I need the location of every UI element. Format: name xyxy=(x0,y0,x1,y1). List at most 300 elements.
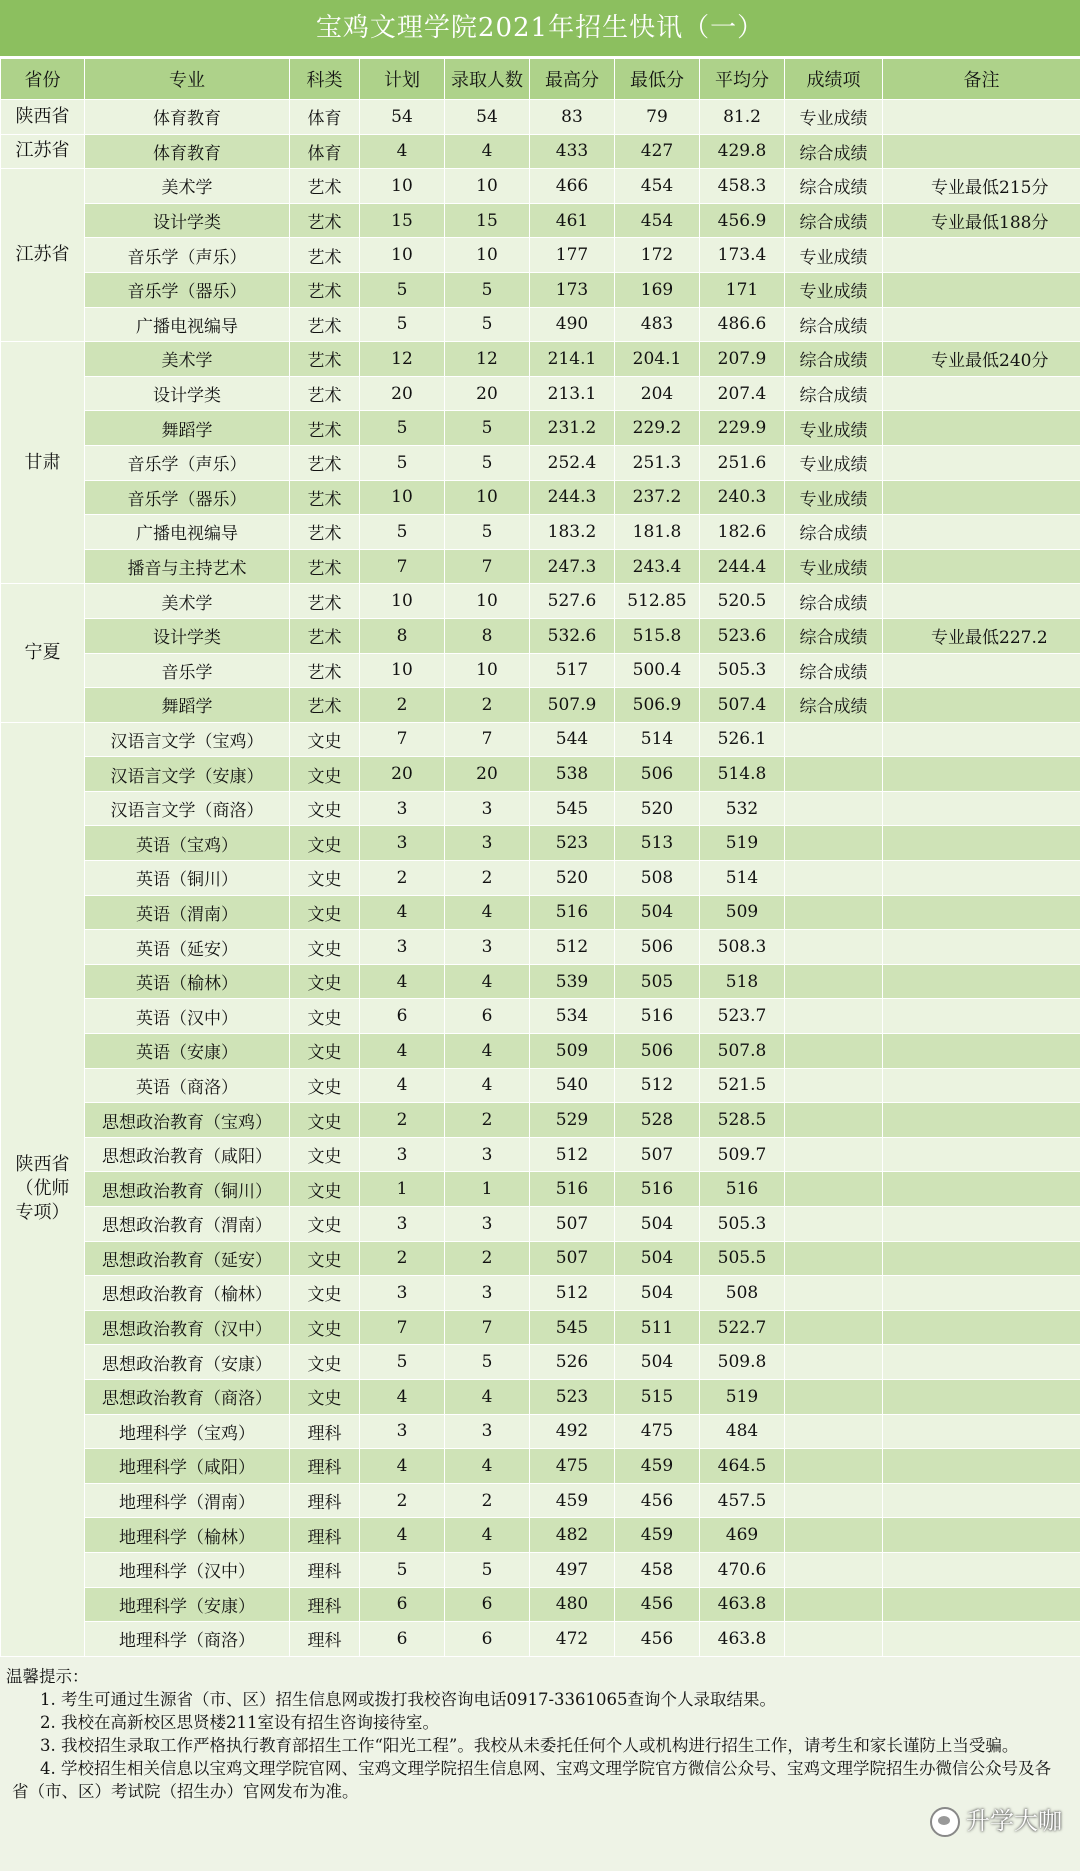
category-cell: 艺术 xyxy=(290,169,360,204)
min-score-cell: 204 xyxy=(615,376,700,411)
plan-cell: 7 xyxy=(360,722,445,757)
plan-cell: 5 xyxy=(360,515,445,550)
major-cell: 思想政治教育（铜川） xyxy=(85,1172,290,1207)
major-cell: 英语（铜川） xyxy=(85,861,290,896)
note-cell xyxy=(883,272,1080,307)
table-row xyxy=(1,1379,1080,1414)
min-score-cell: 458 xyxy=(615,1552,700,1587)
max-score-cell: 472 xyxy=(530,1622,615,1657)
min-score-cell: 507 xyxy=(615,1137,700,1172)
major-cell: 美术学 xyxy=(85,342,290,377)
admitted-cell: 5 xyxy=(445,515,530,550)
plan-cell: 3 xyxy=(360,1414,445,1449)
avg-score-cell: 508 xyxy=(700,1276,785,1311)
max-score-cell: 231.2 xyxy=(530,411,615,446)
max-score-cell: 497 xyxy=(530,1552,615,1587)
max-score-cell: 517 xyxy=(530,653,615,688)
plan-cell: 6 xyxy=(360,999,445,1034)
avg-score-cell: 463.8 xyxy=(700,1622,785,1657)
min-score-cell: 172 xyxy=(615,238,700,273)
note-cell xyxy=(883,1552,1080,1587)
plan-cell: 10 xyxy=(360,653,445,688)
category-cell: 文史 xyxy=(290,1034,360,1069)
category-cell: 艺术 xyxy=(290,411,360,446)
avg-score-cell: 240.3 xyxy=(700,480,785,515)
max-score-cell: 482 xyxy=(530,1518,615,1553)
major-cell: 英语（安康） xyxy=(85,1034,290,1069)
note-cell: 专业最低227.2 xyxy=(883,618,1080,653)
note-cell xyxy=(883,1068,1080,1103)
max-score-cell: 480 xyxy=(530,1587,615,1622)
avg-score-cell: 469 xyxy=(700,1518,785,1553)
table-row xyxy=(1,722,1080,757)
table-row xyxy=(1,100,1080,135)
major-cell: 思想政治教育（安康） xyxy=(85,1345,290,1380)
category-cell: 文史 xyxy=(290,722,360,757)
major-cell: 地理科学（咸阳） xyxy=(85,1449,290,1484)
note-cell: 专业最低215分 xyxy=(883,169,1080,204)
max-score-cell: 244.3 xyxy=(530,480,615,515)
category-cell: 理科 xyxy=(290,1414,360,1449)
header-min-score: 最低分 xyxy=(615,59,700,100)
admitted-cell: 3 xyxy=(445,1137,530,1172)
score-type-cell xyxy=(785,1587,883,1622)
note-cell xyxy=(883,1137,1080,1172)
admitted-cell: 54 xyxy=(445,100,530,135)
table-header-row xyxy=(1,59,1080,100)
major-cell: 美术学 xyxy=(85,584,290,619)
category-cell: 文史 xyxy=(290,861,360,896)
category-cell: 文史 xyxy=(290,1207,360,1242)
note-cell xyxy=(883,1449,1080,1484)
category-cell: 文史 xyxy=(290,1137,360,1172)
footer-notice xyxy=(0,1657,1080,1871)
note-cell xyxy=(883,999,1080,1034)
plan-cell: 5 xyxy=(360,307,445,342)
avg-score-cell: 229.9 xyxy=(700,411,785,446)
table-row xyxy=(1,307,1080,342)
avg-score-cell: 505.3 xyxy=(700,653,785,688)
score-type-cell xyxy=(785,1345,883,1380)
major-cell: 音乐学 xyxy=(85,653,290,688)
note-cell xyxy=(883,1518,1080,1553)
note-cell xyxy=(883,826,1080,861)
table-row xyxy=(1,238,1080,273)
category-cell: 文史 xyxy=(290,1241,360,1276)
max-score-cell: 523 xyxy=(530,826,615,861)
table-row xyxy=(1,791,1080,826)
note-cell xyxy=(883,1034,1080,1069)
major-cell: 英语（榆林） xyxy=(85,964,290,999)
score-type-cell xyxy=(785,1034,883,1069)
note-cell xyxy=(883,653,1080,688)
plan-cell: 10 xyxy=(360,169,445,204)
admitted-cell: 10 xyxy=(445,169,530,204)
min-score-cell: 511 xyxy=(615,1310,700,1345)
admitted-cell: 4 xyxy=(445,895,530,930)
admitted-cell: 5 xyxy=(445,272,530,307)
major-cell: 地理科学（宝鸡） xyxy=(85,1414,290,1449)
admitted-cell: 2 xyxy=(445,688,530,723)
avg-score-cell: 429.8 xyxy=(700,134,785,169)
note-cell xyxy=(883,1414,1080,1449)
avg-score-cell: 522.7 xyxy=(700,1310,785,1345)
category-cell: 艺术 xyxy=(290,653,360,688)
table-row xyxy=(1,1483,1080,1518)
plan-cell: 15 xyxy=(360,203,445,238)
avg-score-cell: 519 xyxy=(700,1379,785,1414)
score-type-cell: 专业成绩 xyxy=(785,480,883,515)
table-row xyxy=(1,169,1080,204)
max-score-cell: 466 xyxy=(530,169,615,204)
note-cell xyxy=(883,1622,1080,1657)
avg-score-cell: 457.5 xyxy=(700,1483,785,1518)
max-score-cell: 538 xyxy=(530,757,615,792)
score-type-cell: 专业成绩 xyxy=(785,272,883,307)
major-cell: 设计学类 xyxy=(85,203,290,238)
score-type-cell xyxy=(785,930,883,965)
max-score-cell: 507.9 xyxy=(530,688,615,723)
min-score-cell: 508 xyxy=(615,861,700,896)
major-cell: 思想政治教育（宝鸡） xyxy=(85,1103,290,1138)
header-avg-score: 平均分 xyxy=(700,59,785,100)
major-cell: 英语（宝鸡） xyxy=(85,826,290,861)
header-major: 专业 xyxy=(85,59,290,100)
plan-cell: 10 xyxy=(360,584,445,619)
avg-score-cell: 521.5 xyxy=(700,1068,785,1103)
table-row xyxy=(1,272,1080,307)
score-type-cell: 综合成绩 xyxy=(785,688,883,723)
avg-score-cell: 484 xyxy=(700,1414,785,1449)
plan-cell: 12 xyxy=(360,342,445,377)
score-type-cell xyxy=(785,1241,883,1276)
max-score-cell: 213.1 xyxy=(530,376,615,411)
max-score-cell: 509 xyxy=(530,1034,615,1069)
min-score-cell: 504 xyxy=(615,1276,700,1311)
plan-cell: 2 xyxy=(360,861,445,896)
score-type-cell xyxy=(785,1276,883,1311)
watermark xyxy=(930,1807,1062,1837)
note-cell xyxy=(883,307,1080,342)
table-row xyxy=(1,1552,1080,1587)
avg-score-cell: 516 xyxy=(700,1172,785,1207)
admitted-cell: 4 xyxy=(445,1068,530,1103)
plan-cell: 2 xyxy=(360,1483,445,1518)
plan-cell: 5 xyxy=(360,1552,445,1587)
admitted-cell: 3 xyxy=(445,826,530,861)
admitted-cell: 3 xyxy=(445,791,530,826)
header-category: 科类 xyxy=(290,59,360,100)
min-score-cell: 515 xyxy=(615,1379,700,1414)
score-type-cell: 专业成绩 xyxy=(785,238,883,273)
score-type-cell xyxy=(785,1172,883,1207)
avg-score-cell: 463.8 xyxy=(700,1587,785,1622)
category-cell: 艺术 xyxy=(290,688,360,723)
note-cell xyxy=(883,688,1080,723)
score-type-cell xyxy=(785,757,883,792)
table-row xyxy=(1,1068,1080,1103)
note-cell: 专业最低188分 xyxy=(883,203,1080,238)
min-score-cell: 506.9 xyxy=(615,688,700,723)
score-type-cell xyxy=(785,1622,883,1657)
max-score-cell: 545 xyxy=(530,791,615,826)
min-score-cell: 475 xyxy=(615,1414,700,1449)
min-score-cell: 456 xyxy=(615,1622,700,1657)
plan-cell: 20 xyxy=(360,757,445,792)
admitted-cell: 10 xyxy=(445,480,530,515)
avg-score-cell: 171 xyxy=(700,272,785,307)
category-cell: 艺术 xyxy=(290,307,360,342)
category-cell: 文史 xyxy=(290,1068,360,1103)
major-cell: 英语（商洛） xyxy=(85,1068,290,1103)
category-cell: 艺术 xyxy=(290,480,360,515)
table-body xyxy=(1,100,1080,1657)
plan-cell: 4 xyxy=(360,1034,445,1069)
min-score-cell: 506 xyxy=(615,1034,700,1069)
province-cell: 宁夏 xyxy=(1,584,85,722)
plan-cell: 54 xyxy=(360,100,445,135)
admitted-cell: 3 xyxy=(445,1414,530,1449)
category-cell: 艺术 xyxy=(290,584,360,619)
plan-cell: 5 xyxy=(360,1345,445,1380)
category-cell: 体育 xyxy=(290,134,360,169)
plan-cell: 4 xyxy=(360,134,445,169)
table-row xyxy=(1,1276,1080,1311)
wechat-icon xyxy=(930,1807,960,1837)
category-cell: 文史 xyxy=(290,757,360,792)
table-row xyxy=(1,480,1080,515)
score-type-cell xyxy=(785,861,883,896)
avg-score-cell: 207.4 xyxy=(700,376,785,411)
watermark-text: 升学大咖 xyxy=(966,1810,1062,1833)
avg-score-cell: 456.9 xyxy=(700,203,785,238)
min-score-cell: 504 xyxy=(615,1345,700,1380)
max-score-cell: 475 xyxy=(530,1449,615,1484)
table-row xyxy=(1,930,1080,965)
note-cell xyxy=(883,1241,1080,1276)
max-score-cell: 516 xyxy=(530,895,615,930)
score-type-cell xyxy=(785,1103,883,1138)
province-cell: 江苏省 xyxy=(1,169,85,342)
score-type-cell: 专业成绩 xyxy=(785,100,883,135)
min-score-cell: 454 xyxy=(615,169,700,204)
province-cell: 江苏省 xyxy=(1,134,85,169)
max-score-cell: 177 xyxy=(530,238,615,273)
avg-score-cell: 81.2 xyxy=(700,100,785,135)
major-cell: 汉语言文学（宝鸡） xyxy=(85,722,290,757)
score-type-cell: 综合成绩 xyxy=(785,342,883,377)
max-score-cell: 173 xyxy=(530,272,615,307)
admitted-cell: 2 xyxy=(445,1483,530,1518)
score-type-cell: 综合成绩 xyxy=(785,134,883,169)
admitted-cell: 6 xyxy=(445,999,530,1034)
avg-score-cell: 207.9 xyxy=(700,342,785,377)
score-type-cell xyxy=(785,1518,883,1553)
max-score-cell: 507 xyxy=(530,1207,615,1242)
table-row xyxy=(1,342,1080,377)
category-cell: 艺术 xyxy=(290,549,360,584)
avg-score-cell: 509 xyxy=(700,895,785,930)
major-cell: 地理科学（汉中） xyxy=(85,1552,290,1587)
avg-score-cell: 508.3 xyxy=(700,930,785,965)
footer-tip: 4. 学校招生相关信息以宝鸡文理学院官网、宝鸡文理学院招生信息网、宝鸡文理学院官方微信公众号、宝鸡文理学院招生办微信公众号及各省（市、区）考试院（招生办）官网发布为准。 xyxy=(6,1757,1060,1803)
admitted-cell: 7 xyxy=(445,549,530,584)
category-cell: 理科 xyxy=(290,1587,360,1622)
note-cell xyxy=(883,1172,1080,1207)
plan-cell: 4 xyxy=(360,1518,445,1553)
plan-cell: 3 xyxy=(360,1276,445,1311)
category-cell: 文史 xyxy=(290,999,360,1034)
min-score-cell: 427 xyxy=(615,134,700,169)
avg-score-cell: 509.8 xyxy=(700,1345,785,1380)
plan-cell: 5 xyxy=(360,445,445,480)
note-cell xyxy=(883,549,1080,584)
table-row xyxy=(1,895,1080,930)
table-row xyxy=(1,618,1080,653)
admitted-cell: 7 xyxy=(445,1310,530,1345)
admission-table xyxy=(0,58,1080,1657)
min-score-cell: 505 xyxy=(615,964,700,999)
admitted-cell: 5 xyxy=(445,1345,530,1380)
category-cell: 文史 xyxy=(290,1310,360,1345)
admitted-cell: 3 xyxy=(445,1207,530,1242)
plan-cell: 10 xyxy=(360,238,445,273)
province-cell: 陕西省（优师专项） xyxy=(1,722,85,1656)
score-type-cell: 综合成绩 xyxy=(785,653,883,688)
major-cell: 美术学 xyxy=(85,169,290,204)
major-cell: 设计学类 xyxy=(85,618,290,653)
table-row xyxy=(1,411,1080,446)
max-score-cell: 461 xyxy=(530,203,615,238)
note-cell xyxy=(883,100,1080,135)
table-row xyxy=(1,584,1080,619)
plan-cell: 7 xyxy=(360,549,445,584)
min-score-cell: 504 xyxy=(615,1241,700,1276)
note-cell xyxy=(883,861,1080,896)
major-cell: 思想政治教育（汉中） xyxy=(85,1310,290,1345)
min-score-cell: 459 xyxy=(615,1449,700,1484)
category-cell: 理科 xyxy=(290,1449,360,1484)
max-score-cell: 490 xyxy=(530,307,615,342)
min-score-cell: 516 xyxy=(615,999,700,1034)
major-cell: 舞蹈学 xyxy=(85,688,290,723)
major-cell: 思想政治教育（延安） xyxy=(85,1241,290,1276)
admitted-cell: 3 xyxy=(445,1276,530,1311)
plan-cell: 4 xyxy=(360,895,445,930)
category-cell: 文史 xyxy=(290,826,360,861)
plan-cell: 7 xyxy=(360,1310,445,1345)
table-row xyxy=(1,1414,1080,1449)
table-row xyxy=(1,826,1080,861)
admitted-cell: 5 xyxy=(445,411,530,446)
plan-cell: 8 xyxy=(360,618,445,653)
category-cell: 文史 xyxy=(290,895,360,930)
note-cell xyxy=(883,134,1080,169)
note-cell xyxy=(883,791,1080,826)
category-cell: 艺术 xyxy=(290,342,360,377)
table-row xyxy=(1,1622,1080,1657)
max-score-cell: 492 xyxy=(530,1414,615,1449)
province-cell: 甘肃 xyxy=(1,342,85,584)
table-row xyxy=(1,1034,1080,1069)
table-row xyxy=(1,688,1080,723)
category-cell: 文史 xyxy=(290,791,360,826)
score-type-cell: 综合成绩 xyxy=(785,376,883,411)
admitted-cell: 4 xyxy=(445,1518,530,1553)
admitted-cell: 4 xyxy=(445,134,530,169)
major-cell: 汉语言文学（安康） xyxy=(85,757,290,792)
major-cell: 音乐学（声乐） xyxy=(85,445,290,480)
table-row xyxy=(1,203,1080,238)
header-max-score: 最高分 xyxy=(530,59,615,100)
category-cell: 文史 xyxy=(290,964,360,999)
header-score-type: 成绩项 xyxy=(785,59,883,100)
plan-cell: 4 xyxy=(360,1449,445,1484)
max-score-cell: 539 xyxy=(530,964,615,999)
score-type-cell xyxy=(785,1483,883,1518)
admitted-cell: 1 xyxy=(445,1172,530,1207)
table-row xyxy=(1,515,1080,550)
admitted-cell: 4 xyxy=(445,1449,530,1484)
score-type-cell xyxy=(785,1310,883,1345)
avg-score-cell: 507.8 xyxy=(700,1034,785,1069)
score-type-cell xyxy=(785,1379,883,1414)
admitted-cell: 15 xyxy=(445,203,530,238)
min-score-cell: 500.4 xyxy=(615,653,700,688)
max-score-cell: 540 xyxy=(530,1068,615,1103)
avg-score-cell: 518 xyxy=(700,964,785,999)
category-cell: 艺术 xyxy=(290,272,360,307)
major-cell: 思想政治教育（榆林） xyxy=(85,1276,290,1311)
admitted-cell: 3 xyxy=(445,930,530,965)
max-score-cell: 512 xyxy=(530,930,615,965)
max-score-cell: 545 xyxy=(530,1310,615,1345)
table-row xyxy=(1,964,1080,999)
score-type-cell: 专业成绩 xyxy=(785,411,883,446)
category-cell: 艺术 xyxy=(290,445,360,480)
note-cell xyxy=(883,964,1080,999)
min-score-cell: 454 xyxy=(615,203,700,238)
avg-score-cell: 523.6 xyxy=(700,618,785,653)
major-cell: 英语（渭南） xyxy=(85,895,290,930)
plan-cell: 20 xyxy=(360,376,445,411)
plan-cell: 3 xyxy=(360,930,445,965)
admitted-cell: 8 xyxy=(445,618,530,653)
note-cell xyxy=(883,480,1080,515)
major-cell: 播音与主持艺术 xyxy=(85,549,290,584)
major-cell: 体育教育 xyxy=(85,100,290,135)
header-note: 备注 xyxy=(883,59,1080,100)
max-score-cell: 183.2 xyxy=(530,515,615,550)
min-score-cell: 513 xyxy=(615,826,700,861)
admitted-cell: 20 xyxy=(445,376,530,411)
min-score-cell: 483 xyxy=(615,307,700,342)
max-score-cell: 459 xyxy=(530,1483,615,1518)
score-type-cell: 综合成绩 xyxy=(785,515,883,550)
major-cell: 英语（延安） xyxy=(85,930,290,965)
major-cell: 地理科学（商洛） xyxy=(85,1622,290,1657)
admitted-cell: 5 xyxy=(445,307,530,342)
avg-score-cell: 458.3 xyxy=(700,169,785,204)
note-cell xyxy=(883,1276,1080,1311)
note-cell xyxy=(883,1103,1080,1138)
min-score-cell: 504 xyxy=(615,895,700,930)
admitted-cell: 2 xyxy=(445,861,530,896)
major-cell: 英语（汉中） xyxy=(85,999,290,1034)
max-score-cell: 526 xyxy=(530,1345,615,1380)
max-score-cell: 544 xyxy=(530,722,615,757)
score-type-cell xyxy=(785,999,883,1034)
